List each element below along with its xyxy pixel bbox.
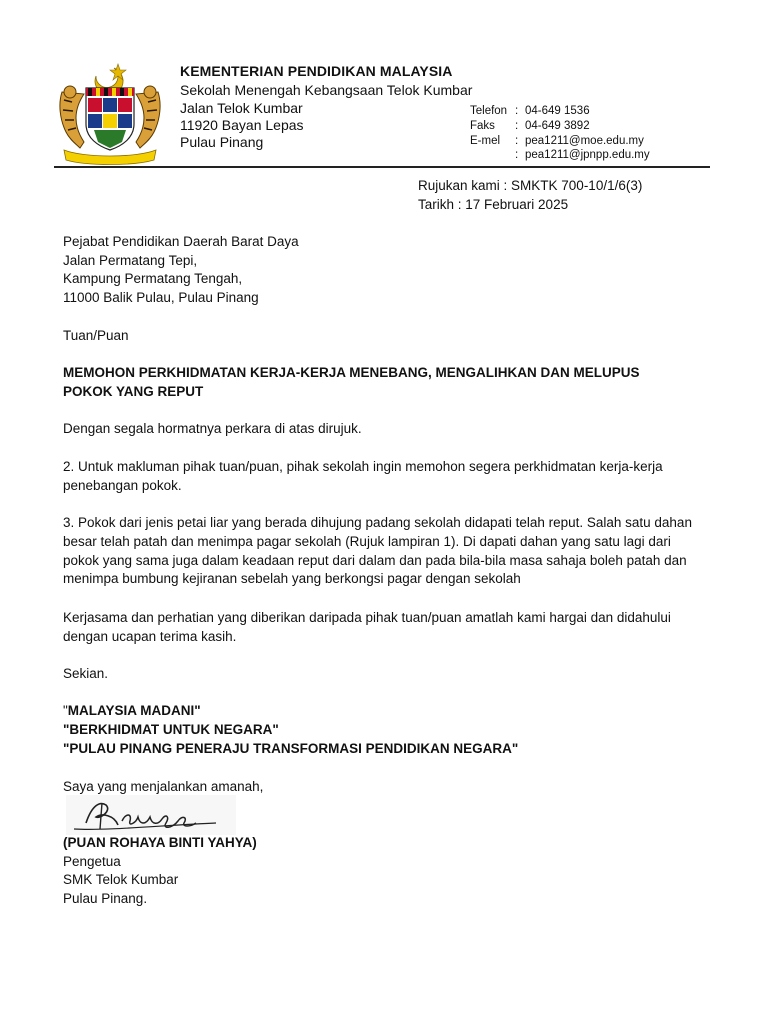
signatory-name: (PUAN ROHAYA BINTI YAHYA) <box>63 835 257 850</box>
paragraph-2-line: 2. Untuk makluman pihak tuan/puan, pihak sekolah ingin memohon segera perkhidmatan kerja-kerja <box>63 459 663 474</box>
contact-colon: : <box>515 149 519 161</box>
signatory-position: Pengetua <box>63 854 121 869</box>
signatory-school: SMK Telok Kumbar <box>63 872 179 887</box>
paragraph-4-line: Kerjasama dan perhatian yang diberikan daripada pihak tuan/puan amatlah kami hargai dan didahului <box>63 610 671 625</box>
malaysia-coat-of-arms-icon <box>54 58 166 170</box>
recipient-line: Pejabat Pendidikan Daerah Barat Daya <box>63 234 299 249</box>
contact-label: E-mel <box>470 135 501 147</box>
paragraph-3-line: besar telah patah dan menimpa pagar sekolah (Rujuk lampiran 1). Di dapati dahan yang satu lagi dari <box>63 534 671 549</box>
letterhead <box>0 0 768 180</box>
contact-colon: : <box>515 135 519 147</box>
subject-line: POKOK YANG REPUT <box>63 384 204 399</box>
recipient-line: Kampung Permatang Tengah, <box>63 271 243 286</box>
letterhead-divider <box>54 166 710 168</box>
slogan-malaysia-madani <box>63 701 201 720</box>
paragraph-4-line: dengan ucapan terima kasih. <box>63 629 237 644</box>
phone-number: 04-649 1536 <box>525 105 590 117</box>
slogan-berkhidmat: "BERKHIDMAT UNTUK NEGARA" <box>63 722 279 737</box>
ministry-name: KEMENTERIAN PENDIDIKAN MALAYSIA <box>180 63 453 79</box>
slogan-pulau-pinang: "PULAU PINANG PENERAJU TRANSFORMASI PENDIDIKAN NEGARA" <box>63 741 519 756</box>
slogan-quote: " <box>63 703 68 718</box>
school-name: Sekolah Menengah Kebangsaan Telok Kumbar <box>180 82 473 98</box>
recipient-line: 11000 Balik Pulau, Pulau Pinang <box>63 290 259 305</box>
paragraph-3-line: 3. Pokok dari jenis petai liar yang berada dihujung padang sekolah didapati telah reput. Salah satu dahan <box>63 515 692 530</box>
salutation: Tuan/Puan <box>63 328 129 343</box>
email-address: pea1211@jpnpp.edu.my <box>525 149 650 161</box>
signoff: Saya yang menjalankan amanah, <box>63 779 264 794</box>
subject-line: MEMOHON PERKHIDMATAN KERJA-KERJA MENEBANG, MENGALIHKAN DAN MELUPUS <box>63 365 640 380</box>
contact-colon: : <box>515 105 519 117</box>
recipient-line: Jalan Permatang Tepi, <box>63 253 198 268</box>
contact-label: Telefon <box>470 105 508 117</box>
closing: Sekian. <box>63 666 109 681</box>
handwritten-signature <box>66 795 236 835</box>
address-line: Pulau Pinang <box>180 134 264 150</box>
letter-date: Tarikh : 17 Februari 2025 <box>418 197 569 212</box>
email-address: pea1211@moe.edu.my <box>525 135 644 147</box>
paragraph-2-line: penebangan pokok. <box>63 478 182 493</box>
paragraph-3-line: menimpa bumbung kejiranan sebelah yang berkongsi pagar dengan sekolah <box>63 571 521 586</box>
slogan-text: MALAYSIA MADANI" <box>67 703 201 718</box>
signatory-state: Pulau Pinang. <box>63 891 148 906</box>
paragraph-1: Dengan segala hormatnya perkara di atas dirujuk. <box>63 421 362 436</box>
address-line: Jalan Telok Kumbar <box>180 100 303 116</box>
contact-label: Faks <box>470 120 495 132</box>
reference-number: Rujukan kami : SMKTK 700-10/1/6(3) <box>418 178 643 193</box>
paragraph-3-line: pokok yang sama juga dalam keadaan reput dari dalam dan pada bila-bila masa sahaja boleh patah dan <box>63 553 687 568</box>
contact-colon: : <box>515 120 519 132</box>
address-line: 11920 Bayan Lepas <box>180 117 304 133</box>
fax-number: 04-649 3892 <box>525 120 590 132</box>
